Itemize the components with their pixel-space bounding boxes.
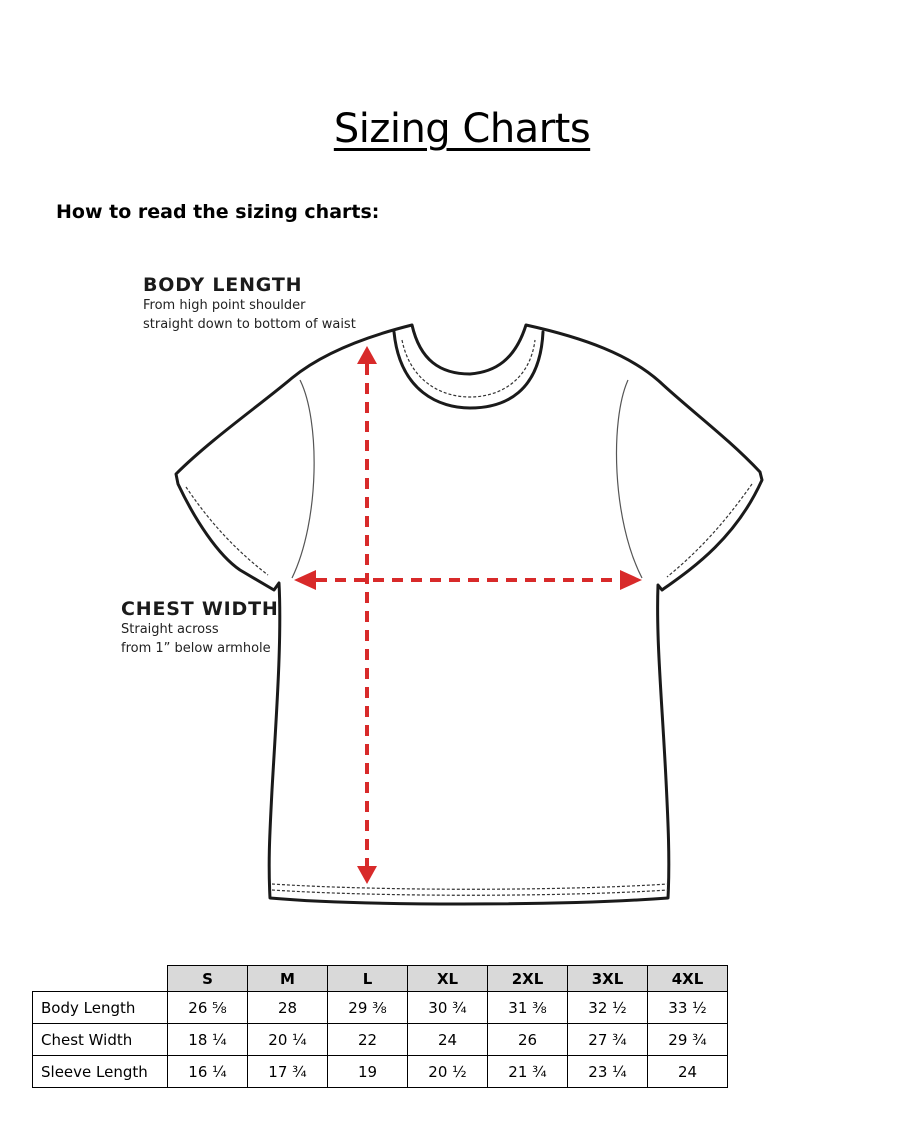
chest-width-heading: CHEST WIDTH: [121, 598, 279, 620]
size-header-row: [33, 966, 728, 992]
table-cell: 31 ⅜: [488, 992, 568, 1024]
size-header-s: S: [168, 966, 248, 992]
body-length-desc-2: straight down to bottom of waist: [143, 317, 356, 332]
table-corner: [33, 966, 168, 992]
row-label-body-length: Body Length: [33, 992, 168, 1024]
table-cell: 24: [648, 1056, 728, 1088]
size-header-3xl: 3XL: [568, 966, 648, 992]
table-row: [33, 1056, 728, 1088]
chest-width-callout: [121, 598, 279, 658]
size-header-l: L: [328, 966, 408, 992]
chest-width-desc-2: from 1” below armhole: [121, 641, 271, 656]
table-cell: 26 ⅝: [168, 992, 248, 1024]
table-cell: 24: [408, 1024, 488, 1056]
table-cell: 28: [248, 992, 328, 1024]
table-cell: 20 ¼: [248, 1024, 328, 1056]
size-table: [32, 965, 728, 1088]
chest-width-desc-1: Straight across: [121, 622, 219, 637]
table-cell: 32 ½: [568, 992, 648, 1024]
instructions-heading: How to read the sizing charts:: [56, 201, 380, 223]
size-header-m: M: [248, 966, 328, 992]
table-cell: 33 ½: [648, 992, 728, 1024]
row-label-chest-width: Chest Width: [33, 1024, 168, 1056]
table-cell: 30 ¾: [408, 992, 488, 1024]
table-cell: 29 ¾: [648, 1024, 728, 1056]
table-row: [33, 1024, 728, 1056]
table-cell: 20 ½: [408, 1056, 488, 1088]
table-cell: 27 ¾: [568, 1024, 648, 1056]
table-cell: 16 ¼: [168, 1056, 248, 1088]
table-cell: 22: [328, 1024, 408, 1056]
table-cell: 17 ¾: [248, 1056, 328, 1088]
table-cell: 26: [488, 1024, 568, 1056]
body-length-desc-1: From high point shoulder: [143, 298, 306, 313]
table-cell: 29 ⅜: [328, 992, 408, 1024]
body-length-callout: [143, 274, 356, 334]
size-header-2xl: 2XL: [488, 966, 568, 992]
table-cell: 19: [328, 1056, 408, 1088]
table-cell: 23 ¼: [568, 1056, 648, 1088]
size-header-4xl: 4XL: [648, 966, 728, 992]
size-header-xl: XL: [408, 966, 488, 992]
row-label-sleeve-length: Sleeve Length: [33, 1056, 168, 1088]
page-title: Sizing Charts: [333, 106, 591, 152]
table-row: [33, 992, 728, 1024]
table-cell: 21 ¾: [488, 1056, 568, 1088]
body-length-heading: BODY LENGTH: [143, 274, 303, 296]
table-cell: 18 ¼: [168, 1024, 248, 1056]
